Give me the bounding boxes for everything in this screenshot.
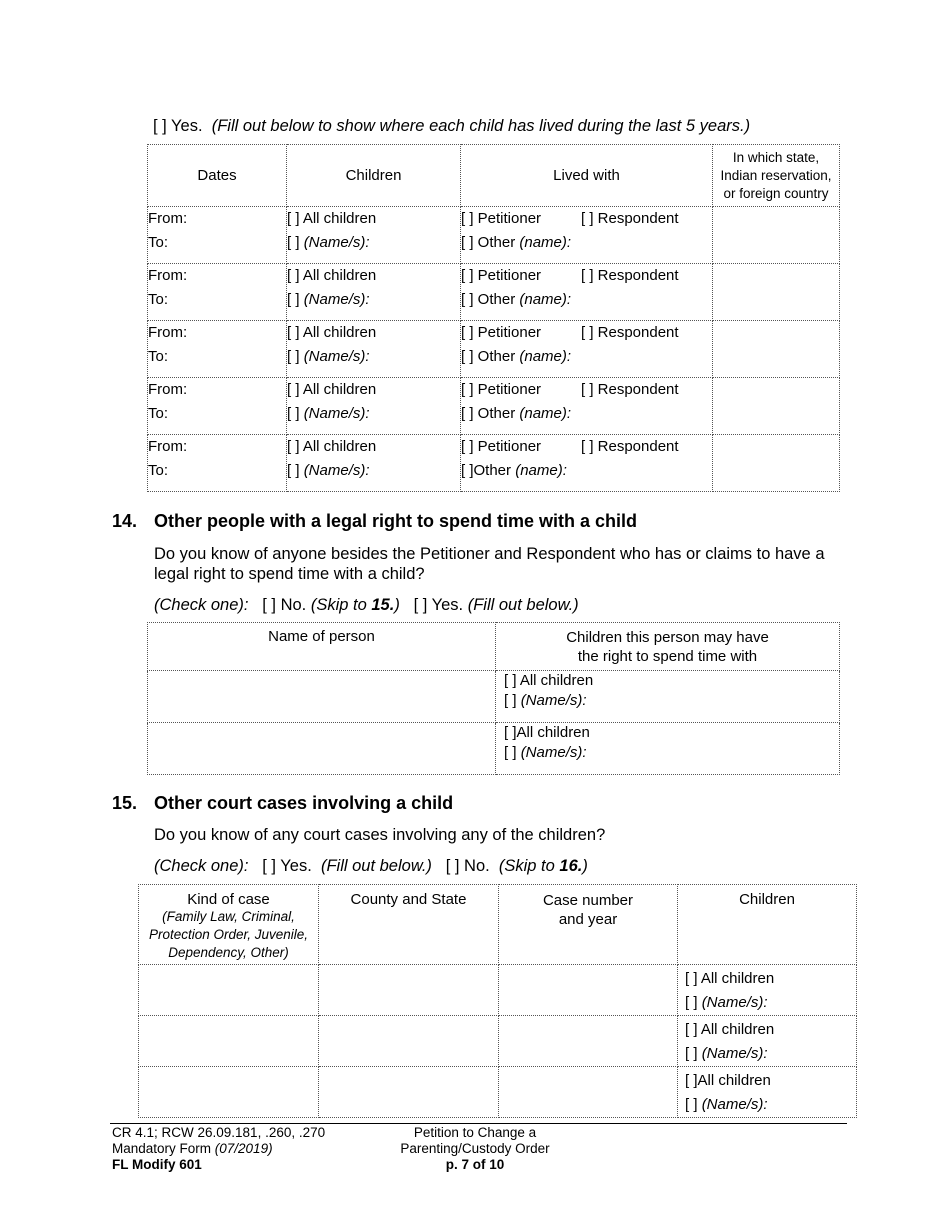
residence-row: [148, 207, 840, 264]
other-checkbox[interactable]: [ ]Other (name):: [461, 462, 567, 479]
location-cell[interactable]: [713, 321, 840, 378]
header-dates: Dates: [148, 145, 287, 207]
location-cell[interactable]: [713, 378, 840, 435]
other-checkbox[interactable]: [ ] Other (name):: [461, 234, 572, 251]
all-children-checkbox[interactable]: [ ] All children: [287, 210, 377, 227]
names-checkbox[interactable]: [ ] (Name/s):: [287, 291, 370, 308]
header-kind-sub: (Family Law, Criminal, Protection Order, Juvenile, Dependency, Other): [148, 909, 309, 960]
s15-header-row: [139, 885, 857, 965]
dates-cell: [148, 435, 287, 492]
s14-row: [148, 671, 840, 723]
s14-row: [148, 723, 840, 775]
respondent-checkbox[interactable]: [ ] Respondent: [581, 381, 679, 398]
case-number-cell[interactable]: [499, 1016, 678, 1067]
respondent-checkbox[interactable]: [ ] Respondent: [581, 324, 679, 341]
header-name-of-person: Name of person: [148, 623, 496, 671]
residence-yes-checkbox[interactable]: [ ] Yes.: [153, 117, 203, 135]
case-number-cell[interactable]: [499, 965, 678, 1016]
s15-fill-note: (Fill out below.): [320, 857, 432, 875]
person-name-cell[interactable]: [148, 671, 496, 723]
s15-yes-checkbox[interactable]: [ ] Yes.: [262, 857, 312, 875]
petitioner-checkbox[interactable]: [ ] Petitioner: [461, 438, 542, 455]
section-15-title: Other court cases involving a child: [154, 793, 454, 813]
other-checkbox[interactable]: [ ] Other (name):: [461, 405, 572, 422]
lived-with-cell: [461, 321, 713, 378]
kind-of-case-cell[interactable]: [139, 965, 319, 1016]
all-children-checkbox[interactable]: [ ]All children: [685, 1072, 771, 1089]
all-children-checkbox[interactable]: [ ] All children: [287, 267, 377, 284]
all-children-checkbox[interactable]: [ ] All children: [287, 438, 377, 455]
petitioner-checkbox[interactable]: [ ] Petitioner: [461, 267, 542, 284]
lived-with-cell: [461, 207, 713, 264]
all-children-checkbox[interactable]: [ ] All children: [287, 324, 377, 341]
section-15-check-line: [154, 856, 588, 876]
footer-page: p. 7 of 10: [445, 1157, 505, 1172]
names-checkbox[interactable]: [ ] (Name/s):: [287, 348, 370, 365]
section-15-number: 15.: [112, 793, 138, 813]
residence-row: [148, 378, 840, 435]
residence-row: [148, 264, 840, 321]
other-checkbox[interactable]: [ ] Other (name):: [461, 291, 572, 308]
s14-skip-note: (Skip to 15.): [310, 596, 400, 614]
s15-row: [139, 1067, 857, 1118]
header-county-state: County and State: [319, 885, 499, 965]
dates-cell: [148, 378, 287, 435]
to-label: To:: [148, 462, 169, 479]
footer-title-l1: Petition to Change a: [413, 1125, 537, 1140]
footer-title-l2: Parenting/Custody Order: [400, 1141, 550, 1156]
other-checkbox[interactable]: [ ] Other (name):: [461, 348, 572, 365]
from-label: From:: [148, 267, 188, 284]
s15-row: [139, 965, 857, 1016]
footer-form-id: FL Modify 601: [112, 1157, 202, 1172]
names-checkbox[interactable]: [ ] (Name/s):: [685, 994, 768, 1011]
footer-citation: CR 4.1; RCW 26.09.181, .260, .270: [112, 1125, 326, 1140]
to-label: To:: [148, 348, 169, 365]
header-children-right: Children this person may have the right to spend time with: [496, 623, 840, 671]
header-children: Children: [678, 885, 857, 965]
s14-yes-checkbox[interactable]: [ ] Yes.: [413, 596, 464, 614]
names-checkbox[interactable]: [ ] (Name/s):: [504, 692, 587, 709]
s15-row: [139, 1016, 857, 1067]
residence-row: [148, 321, 840, 378]
residence-yes-line: [153, 117, 750, 136]
section-14-title: Other people with a legal right to spend time with a child: [154, 511, 638, 531]
person-name-cell[interactable]: [148, 723, 496, 775]
section-14-table: [147, 622, 840, 775]
s15-children-cell: [678, 965, 857, 1016]
lived-with-cell: [461, 264, 713, 321]
children-cell: [287, 264, 461, 321]
names-checkbox[interactable]: [ ] (Name/s):: [287, 405, 370, 422]
to-label: To:: [148, 234, 169, 251]
all-children-checkbox[interactable]: [ ] All children: [287, 381, 377, 398]
names-checkbox[interactable]: [ ] (Name/s):: [504, 744, 587, 761]
footer-left: [112, 1125, 325, 1173]
s15-skip-note: (Skip to 16.): [498, 857, 588, 875]
to-label: To:: [148, 405, 169, 422]
s14-header-row: [148, 623, 840, 671]
s14-no-checkbox[interactable]: [ ] No.: [262, 596, 307, 614]
header-kind-of-case: Kind of case (Family Law, Criminal, Protection Order, Juvenile, Dependency, Other): [139, 885, 319, 965]
header-case-number: Case number and year: [499, 885, 678, 965]
all-children-checkbox[interactable]: [ ] All children: [504, 672, 594, 689]
s15-no-checkbox[interactable]: [ ] No.: [445, 857, 490, 875]
footer-divider: [110, 1123, 847, 1124]
dates-cell: [148, 321, 287, 378]
dates-cell: [148, 264, 287, 321]
from-label: From:: [148, 438, 188, 455]
kind-of-case-cell[interactable]: [139, 1067, 319, 1118]
respondent-checkbox[interactable]: [ ] Respondent: [581, 267, 679, 284]
location-cell[interactable]: [713, 207, 840, 264]
county-state-cell[interactable]: [319, 965, 499, 1016]
names-checkbox[interactable]: [ ] (Name/s):: [287, 234, 370, 251]
county-state-cell[interactable]: [319, 1067, 499, 1118]
from-label: From:: [148, 324, 188, 341]
names-checkbox[interactable]: [ ] (Name/s):: [287, 462, 370, 479]
section-14-check-line: [154, 595, 579, 615]
names-checkbox[interactable]: [ ] (Name/s):: [685, 1045, 768, 1062]
petitioner-checkbox[interactable]: [ ] Petitioner: [461, 324, 542, 341]
dates-cell: [148, 207, 287, 264]
case-number-cell[interactable]: [499, 1067, 678, 1118]
names-checkbox[interactable]: [ ] (Name/s):: [685, 1096, 768, 1113]
petitioner-checkbox[interactable]: [ ] Petitioner: [461, 381, 542, 398]
children-cell: [287, 321, 461, 378]
location-cell[interactable]: [713, 264, 840, 321]
section-15-table: [138, 884, 857, 1118]
footer-mandatory: Mandatory Form (07/2019): [112, 1141, 273, 1156]
s14-children-cell: [496, 723, 840, 775]
header-lived-with: Lived with: [461, 145, 713, 207]
children-cell: [287, 207, 461, 264]
s14-children-cell: [496, 671, 840, 723]
lived-with-cell: [461, 378, 713, 435]
county-state-cell[interactable]: [319, 1016, 499, 1067]
section-14-number: 14.: [112, 511, 138, 531]
kind-of-case-cell[interactable]: [139, 1016, 319, 1067]
children-cell: [287, 435, 461, 492]
all-children-checkbox[interactable]: [ ] All children: [685, 1021, 775, 1038]
header-children: Children: [287, 145, 461, 207]
s14-fill-note: (Fill out below.): [467, 596, 579, 614]
residence-yes-note: (Fill out below to show where each child has lived during the last 5 years.): [211, 117, 751, 135]
s15-children-cell: [678, 1016, 857, 1067]
header-location: In which state, Indian reservation, or foreign country: [713, 145, 840, 207]
check-one-label: (Check one):: [154, 596, 249, 614]
petitioner-checkbox[interactable]: [ ] Petitioner: [461, 210, 542, 227]
check-one-label: (Check one):: [154, 857, 249, 875]
residence-table: [147, 144, 840, 492]
to-label: To:: [148, 291, 169, 308]
from-label: From:: [148, 381, 188, 398]
respondent-checkbox[interactable]: [ ] Respondent: [581, 438, 679, 455]
location-cell[interactable]: [713, 435, 840, 492]
section-14-question: Do you know of anyone besides the Petitioner and Respondent who has or claims to have a legal right to spend time with a child?: [154, 545, 825, 583]
residence-header-row: [148, 145, 840, 207]
all-children-checkbox[interactable]: [ ]All children: [504, 724, 590, 741]
footer-center: [375, 1125, 575, 1173]
respondent-checkbox[interactable]: [ ] Respondent: [581, 210, 679, 227]
lived-with-cell: [461, 435, 713, 492]
from-label: From:: [148, 210, 188, 227]
all-children-checkbox[interactable]: [ ] All children: [685, 970, 775, 987]
section-15-question: Do you know of any court cases involving any of the children?: [154, 826, 606, 844]
s15-children-cell: [678, 1067, 857, 1118]
residence-row: [148, 435, 840, 492]
children-cell: [287, 378, 461, 435]
